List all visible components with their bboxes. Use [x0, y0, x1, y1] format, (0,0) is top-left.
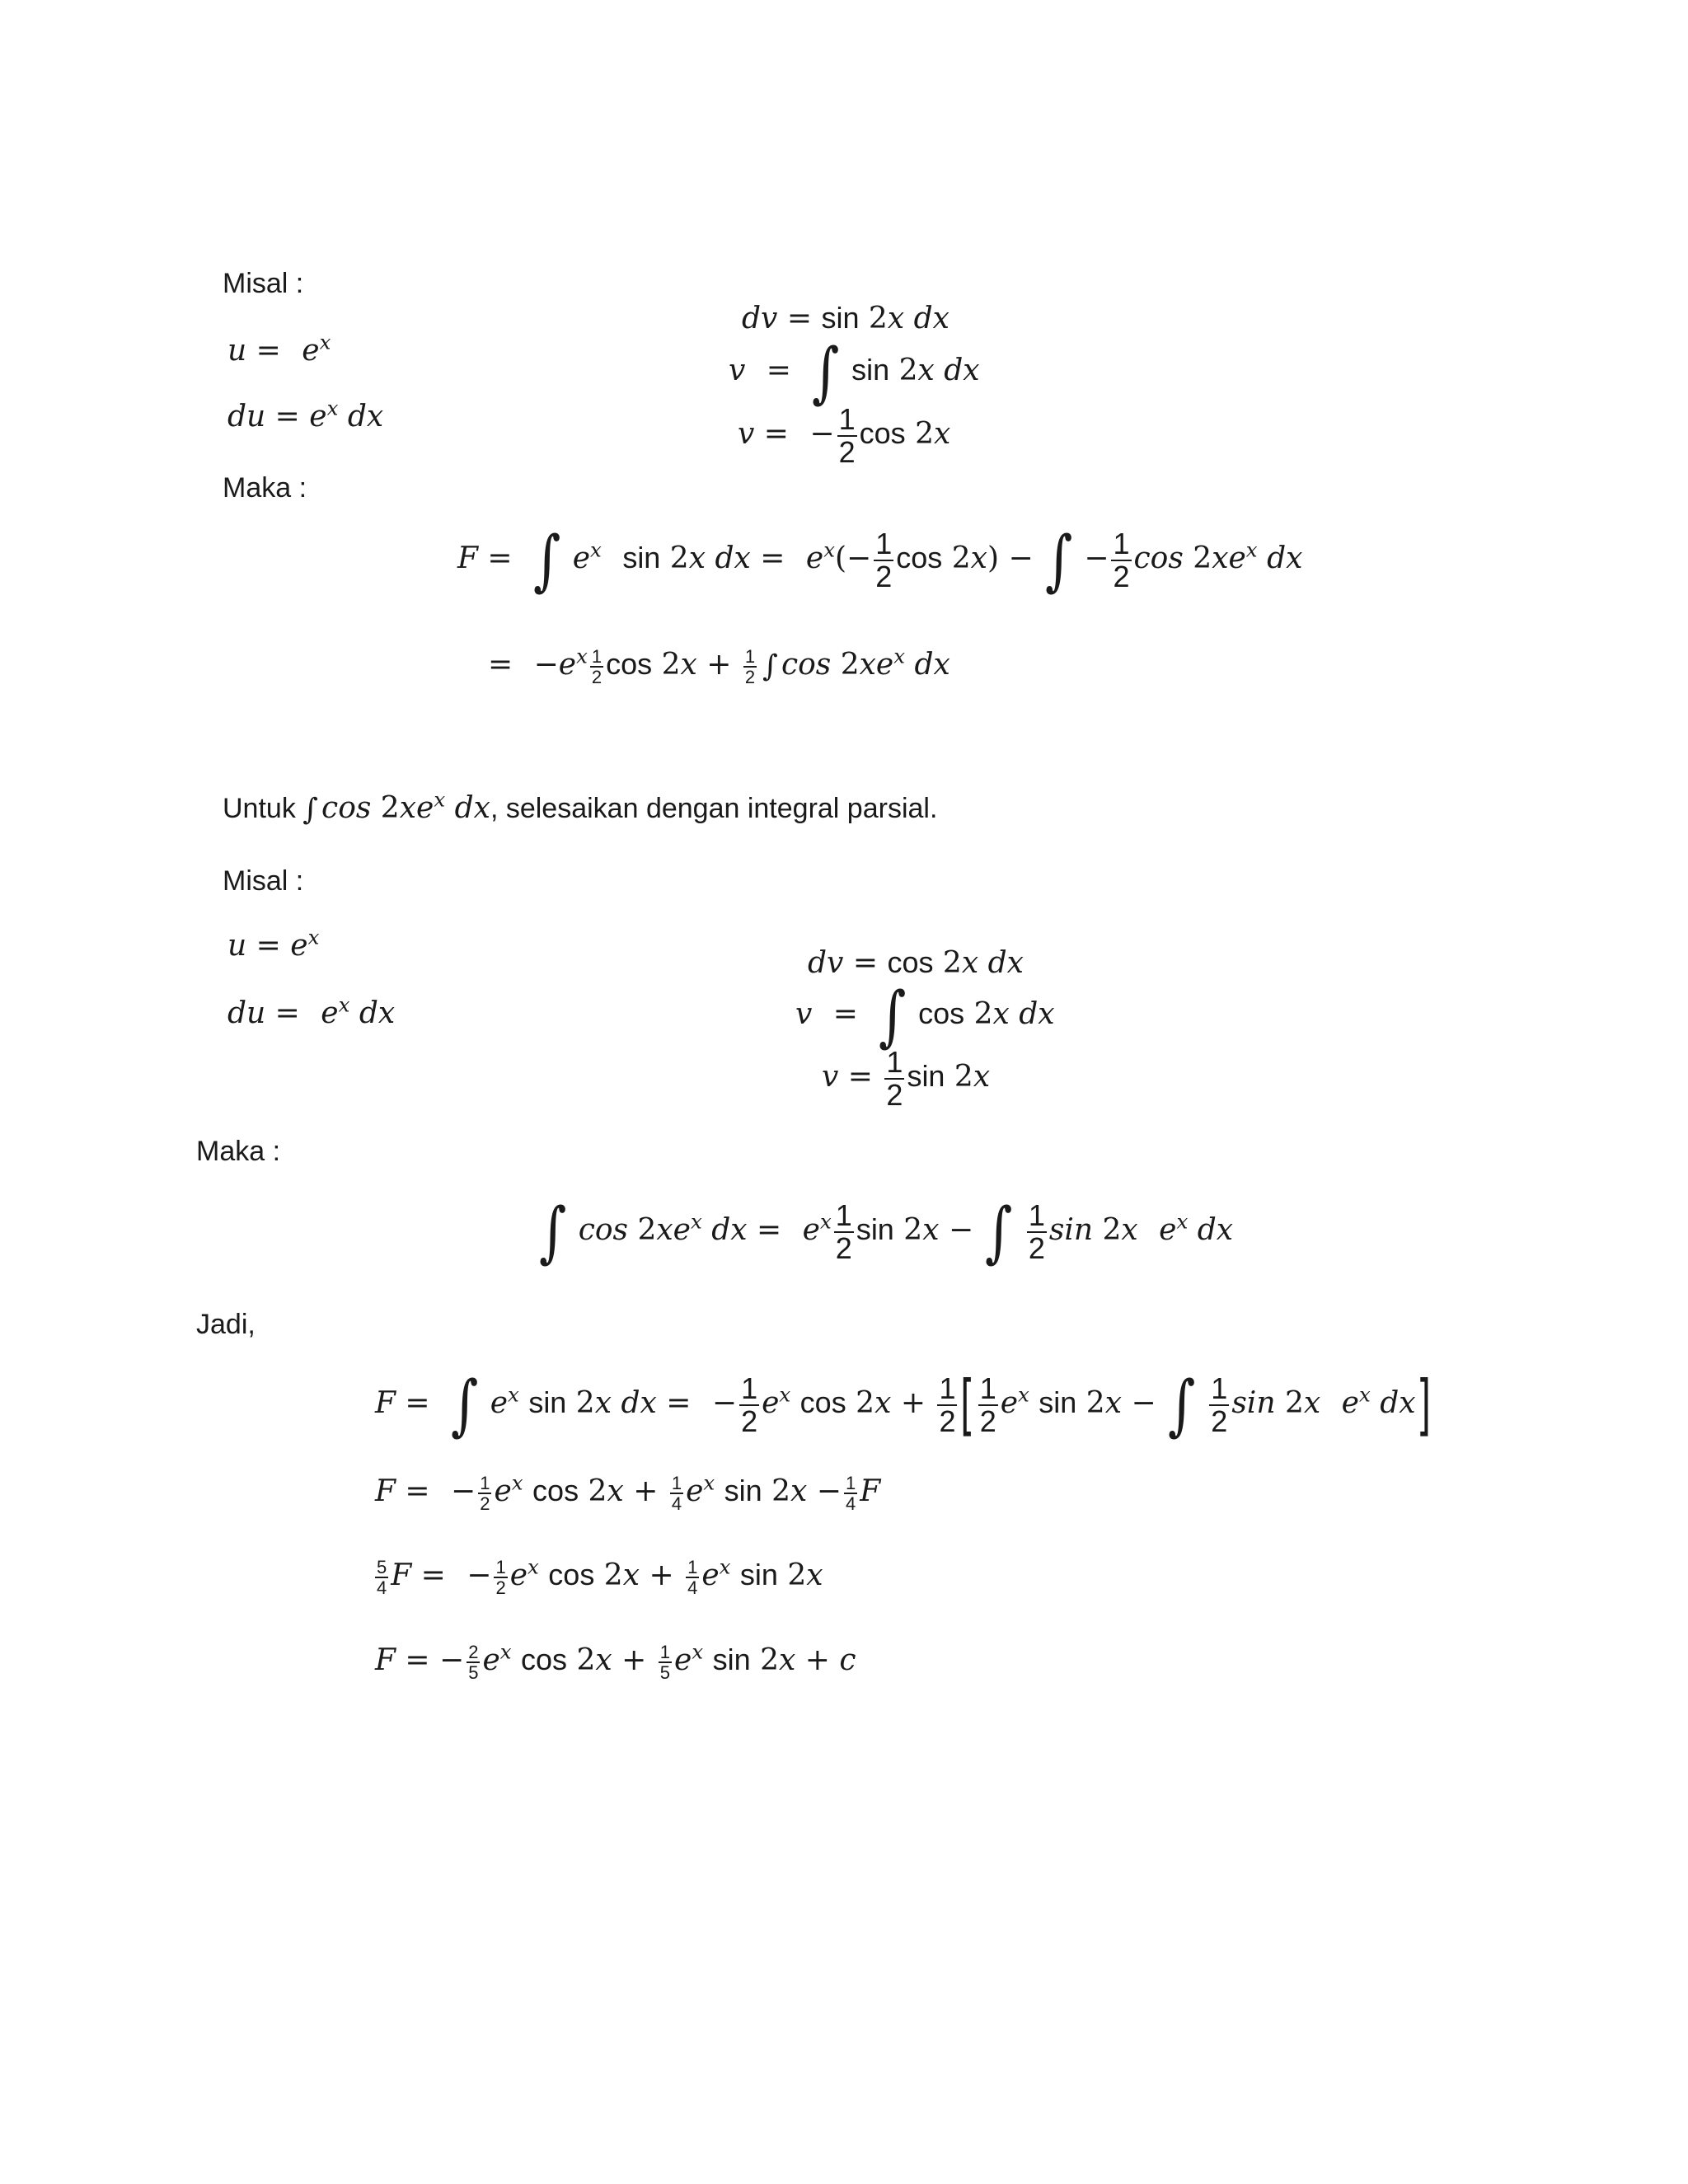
- maka-label-2: Maka :: [196, 1136, 281, 1167]
- u-definition-1: $u = e^x$: [227, 330, 331, 368]
- equation-f-parts-1: F = ∫ $e^x$ sin 2x dx = $e^x(-$ $\frac{1}{2}$ cos 2x) − ∫ − $\frac{1}{2}$ $\cos 2xe^x$ dx: [457, 522, 1303, 598]
- integral-icon: ∫: [539, 1193, 567, 1270]
- misal-label-1: Misal :: [223, 268, 304, 299]
- final-equation-1: F = ∫ $e^x$ sin 2x dx = − $\frac{1}{2}$ $e^x$ cos 2x + $\frac{1}{2}$ [ $\frac{1}{2}$ $e^x$ sin 2x − ∫ $\frac{1}{2}$ sin 2x $e^x$ dx]: [375, 1366, 1431, 1443]
- dv-definition-2: dv = cos 2x dx: [808, 945, 1024, 980]
- integral-icon: ∫: [302, 793, 319, 827]
- v-integral-2: v = ∫ cos 2x dx: [795, 977, 1055, 1054]
- final-equation-3: $\frac{5}{4}$ F = − $\frac{1}{2}$ $e^x$ cos 2x + $\frac{1}{4}$ $e^x$ sin 2x: [377, 1554, 823, 1599]
- du-definition-1: du = $e^x$ dx: [227, 396, 384, 434]
- untuk-suffix: , selesaikan dengan integral parsial.: [490, 793, 938, 824]
- integral-icon: ∫: [533, 522, 561, 598]
- integral-icon: ∫: [762, 649, 778, 684]
- integral-icon: ∫: [1044, 522, 1073, 598]
- dv-definition-1: dv = sin 2x dx: [742, 301, 950, 335]
- untuk-prefix: Untuk: [223, 793, 296, 824]
- integral-icon: ∫: [451, 1366, 479, 1443]
- integral-icon: ∫: [812, 334, 840, 410]
- du-definition-2: du = $e^x$ dx: [227, 992, 396, 1030]
- integral-icon: ∫: [1167, 1366, 1196, 1443]
- untuk-sentence: Untuk ∫ $\cos 2xe^x$ dx, selesaikan dengan integral parsial.: [223, 787, 938, 827]
- equation-cos-parts: ∫ $\cos 2xe^x$ dx = $e^x$ $\frac{1}{2}$ sin 2x − ∫ $\frac{1}{2}$ sin 2x $e^x$ dx: [539, 1193, 1234, 1270]
- equation-f-simplified-1: = $-e^x$ $\frac{1}{2}$ cos 2x + $\frac{1}{2}$ ∫ $\cos 2xe^x$ dx: [488, 644, 950, 688]
- v-result-2: v = $\frac{1}{2}$ sin 2x: [822, 1045, 991, 1112]
- maka-label-1: Maka :: [223, 472, 307, 504]
- v-integral-1: v = ∫ sin 2x dx: [729, 334, 980, 410]
- integral-icon: ∫: [985, 1193, 1013, 1270]
- left-bracket: [: [960, 1366, 975, 1443]
- misal-label-2: Misal :: [223, 865, 304, 897]
- jadi-label: Jadi,: [196, 1309, 256, 1340]
- integral-icon: ∫: [879, 977, 907, 1054]
- u-definition-2: $u = e^x$: [227, 925, 320, 963]
- final-equation-4: F = − $\frac{2}{5}$ $e^x$ cos 2x + $\frac{1}{5}$ $e^x$ sin 2x + c: [375, 1639, 856, 1684]
- final-equation-2: F = − $\frac{1}{2}$ $e^x$ cos 2x + $\frac{1}{4}$ $e^x$ sin 2x − $\frac{1}{4}$ F: [375, 1470, 881, 1515]
- v-result-1: v = − $\frac{1}{2}$ cos 2x: [738, 402, 951, 469]
- right-bracket: ]: [1416, 1366, 1431, 1443]
